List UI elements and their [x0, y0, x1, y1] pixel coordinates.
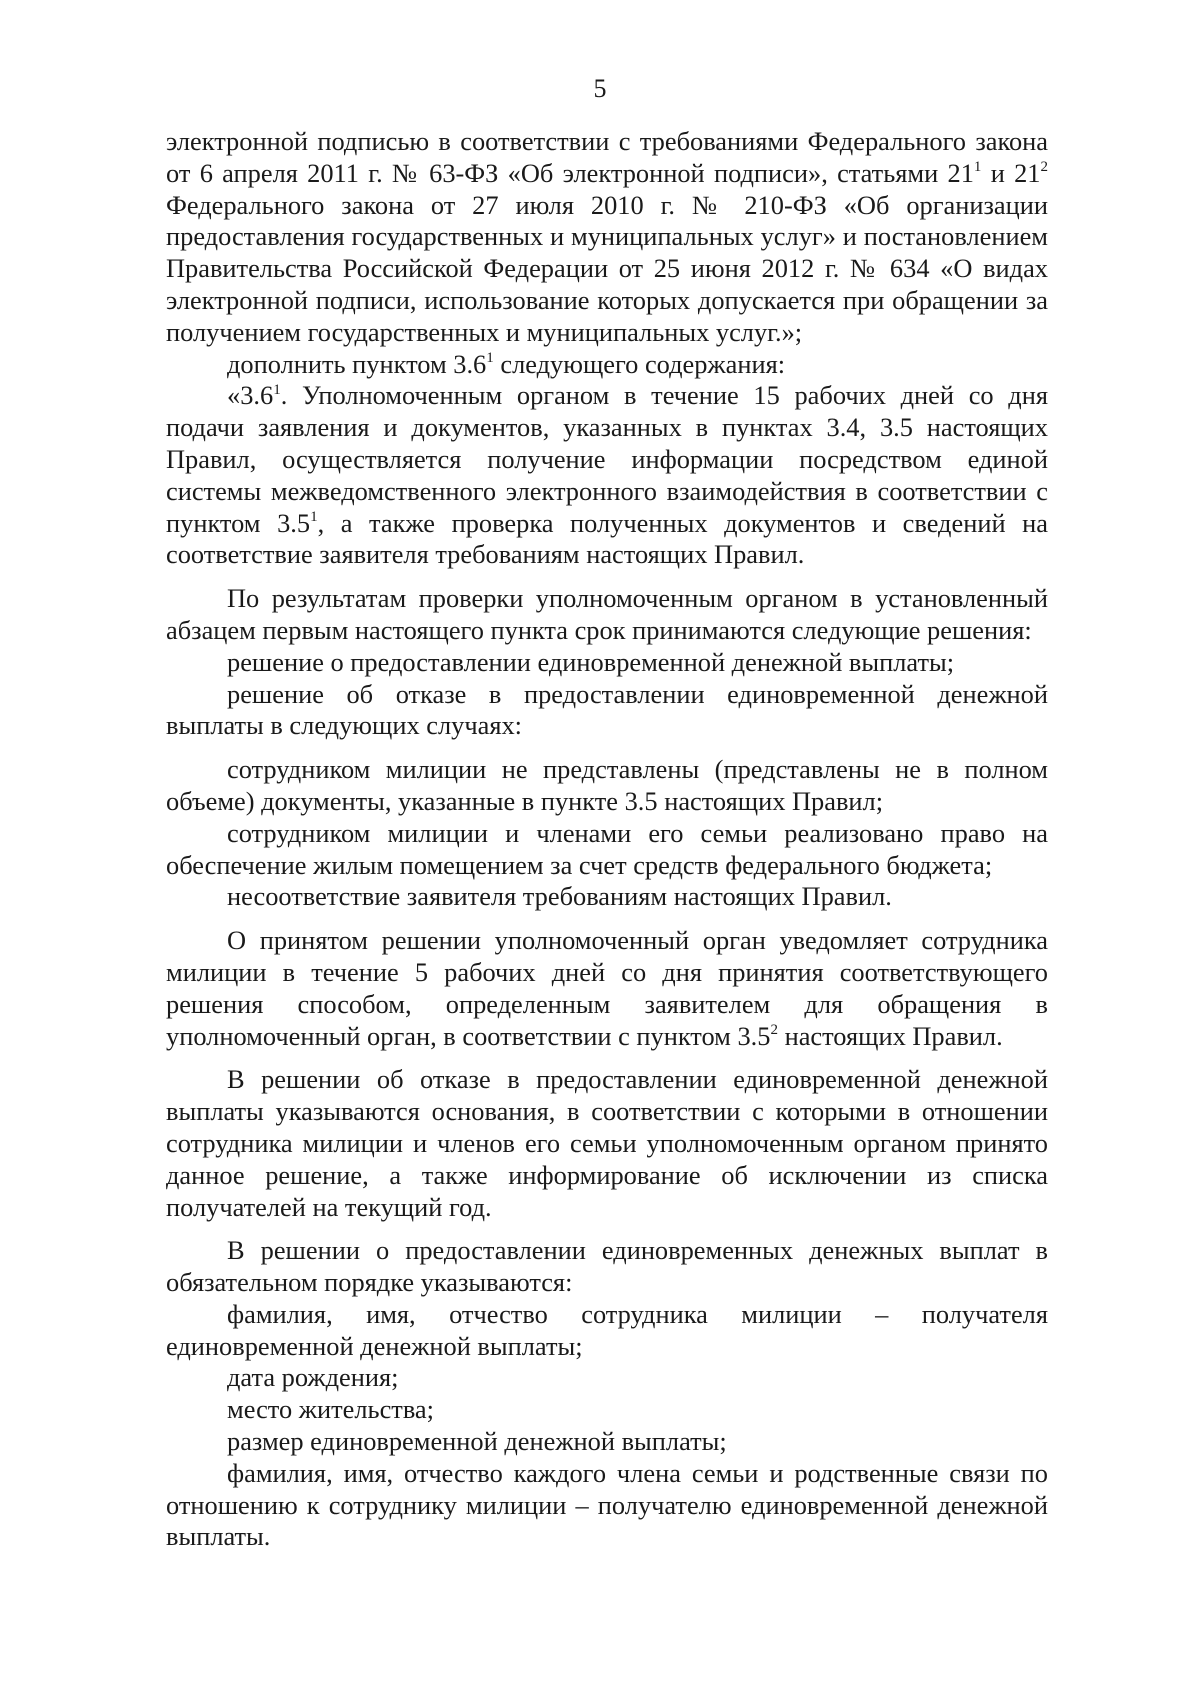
paragraph-1	[166, 126, 1048, 349]
line-7: за получением государственных и муниципальных услуг.»;	[166, 284, 1048, 347]
amend-text-a: дополнить пунктом 3.6	[227, 348, 487, 379]
line-2-part-b: и 21	[981, 157, 1041, 188]
clause-number: «3.6	[227, 380, 274, 411]
list-item-residence: место жительства;	[227, 1394, 434, 1425]
paragraph-results: По результатам проверки уполномоченным органом в установленный абзацем первым настоящего пункта срок принимаются следующие решения:	[166, 583, 1048, 645]
paragraph-3-6-1	[166, 380, 1048, 571]
document-body	[166, 126, 1048, 1553]
list-item-amount: размер единовременной денежной выплаты;	[227, 1426, 727, 1457]
notification-text-a: О принятом решении уполномоченный орган уведомляет сотрудника милиции в течение 5 рабочих дней со дня принятия соответствующего решения способом, определенным заявителем для обращения в уполномоченный орган, в соответствии с пунктом 3.5	[166, 925, 1048, 1051]
amend-text-b: следующего содержания:	[493, 348, 786, 379]
line-6: электронной подписи, использование которых допускается при обращении	[166, 284, 1019, 315]
superscript: 2	[1040, 159, 1048, 175]
clause-text-b: , а также проверка полученных документов и сведений на соответствие заявителя требованиям настоящих Правил.	[166, 507, 1048, 570]
line-5: Правительства Российской Федерации от 25 июня 2012 г. № 634 «О видах	[166, 253, 1048, 284]
list-item-family: фамилия, имя, отчество каждого члена семьи и родственные связи по отношению к сотруднику милиции – получателю единовременной денежной выплаты.	[166, 1457, 1048, 1552]
paragraph-case-1: сотрудником милиции не представлены (представлены не в полном объеме) документы, указанные в пункте 3.5 настоящих Правил;	[166, 754, 1048, 816]
superscript: 2	[770, 1021, 778, 1038]
paragraph-refusal-grounds: В решении об отказе в предоставлении единовременной денежной выплаты указываются основания, в соответствии с которыми в отношении сотрудника милиции и членов его семьи уполномоченным органом принято данное решение, а также информирование об исключении из списка получателей на текущий год.	[166, 1064, 1048, 1222]
line-3: Федерального закона от 27 июля 2010 г. № 210-ФЗ «Об организации	[166, 189, 1048, 220]
paragraph-notification	[166, 925, 1048, 1052]
superscript: 1	[973, 159, 982, 175]
paragraph-case-3: несоответствие заявителя требованиям настоящих Правил.	[227, 881, 892, 912]
superscript: 1	[310, 508, 318, 525]
list-item-name: фамилия, имя, отчество сотрудника милиции – получателя единовременной денежной выплаты;	[166, 1298, 1048, 1361]
line-1: электронной подписью в соответствии с требованиями Федерального закона от	[166, 126, 1048, 188]
paragraph-decision-grant: решение о предоставлении единовременной денежной выплаты;	[227, 646, 955, 677]
paragraph-decision-refuse: решение об отказе в предоставлении единовременной денежной выплаты в следующих случаях:	[166, 678, 1048, 741]
superscript: 1	[273, 381, 281, 398]
notification-text-b: настоящих Правил.	[777, 1020, 1003, 1051]
list-item-birth-date: дата рождения;	[227, 1362, 399, 1393]
superscript: 1	[486, 349, 494, 366]
paragraph-amend	[166, 349, 1048, 381]
page-number: 5	[593, 74, 607, 103]
clause-text-a: . Уполномоченным органом в течение 15 рабочих дней со дня подачи заявления и документов, указанных в пунктах 3.4, 3.5 настоящих Правил, осуществляется получение информации посредством единой системы межведомственного электронного взаимодействия в соответствии с пунктом 3.5	[166, 380, 1048, 538]
line-4: предоставления государственных и муниципальных услуг» и постановлением	[166, 221, 1048, 252]
line-2-part-a: 6 апреля 2011 г. № 63-ФЗ «Об электронной подписи», статьями 21	[199, 157, 974, 188]
paragraph-grant-contents: В решении о предоставлении единовременных денежных выплат в обязательном порядке указываются:	[166, 1235, 1048, 1298]
paragraph-case-2: сотрудником милиции и членами его семьи реализовано право на обеспечение жилым помещением за счет средств федерального бюджета;	[166, 817, 1048, 880]
